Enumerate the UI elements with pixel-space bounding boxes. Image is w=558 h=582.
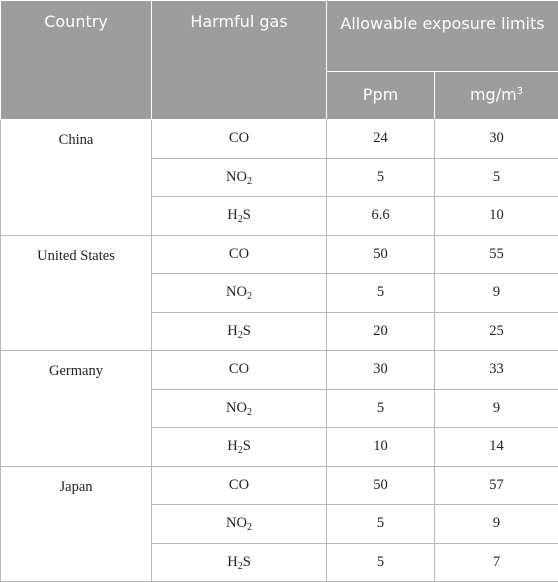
gas-formula-text: CO: [228, 130, 250, 147]
gas-cell: [152, 466, 327, 505]
mgm3-column-header: [435, 72, 558, 120]
gas-formula-subscript: 2: [237, 560, 243, 572]
country-cell: United States: [1, 235, 152, 351]
mgm3-value-cell: 14: [435, 428, 558, 467]
gas-cell: [152, 197, 327, 236]
gas-cell: [152, 505, 327, 544]
gas-formula-text: H: [227, 553, 238, 570]
gas-formula-text: NO: [226, 399, 247, 416]
ppm-value-cell: 50: [327, 235, 435, 274]
mgm3-value-cell: 33: [435, 351, 558, 390]
mgm3-value-cell: 55: [435, 235, 558, 274]
mgm3-value-cell: 9: [435, 274, 558, 313]
mgm3-value-cell: 9: [435, 505, 558, 544]
ppm-value-cell: 5: [327, 274, 435, 313]
gas-formula-subscript: 2: [237, 214, 243, 226]
gas-cell: [152, 351, 327, 390]
gas-formula-tail: S: [242, 553, 251, 570]
gas-formula-text: NO: [226, 284, 247, 301]
ppm-value-cell: 5: [327, 543, 435, 582]
table-header: [1, 1, 558, 120]
country-cell: Germany: [1, 351, 152, 467]
table-row: [1, 351, 558, 390]
ppm-value-cell: 6.6: [327, 197, 435, 236]
gas-cell: [152, 120, 327, 159]
gas-formula-subscript: 2: [237, 329, 243, 341]
gas-cell: [152, 274, 327, 313]
mgm3-value-cell: 57: [435, 466, 558, 505]
ppm-column-header: Ppm: [327, 72, 435, 120]
header-row: [1, 1, 558, 72]
gas-cell: [152, 158, 327, 197]
gas-cell: [152, 428, 327, 467]
table-row: [1, 235, 558, 274]
gas-formula-text: H: [227, 207, 238, 224]
gas-formula-text: H: [227, 322, 238, 339]
ppm-value-cell: 20: [327, 312, 435, 351]
gas-formula-text: CO: [228, 476, 250, 493]
mgm3-value-cell: 10: [435, 197, 558, 236]
table-body: [1, 120, 558, 582]
country-cell: China: [1, 120, 152, 236]
gas-formula-text: H: [227, 438, 238, 455]
country-column-header: Country: [1, 1, 152, 120]
gas-formula-subscript: 2: [246, 291, 252, 303]
allowable-exposure-limits-header: Allowable exposure limits: [327, 1, 558, 72]
mgm3-value-cell: 30: [435, 120, 558, 159]
gas-cell: [152, 543, 327, 582]
ppm-value-cell: 5: [327, 505, 435, 544]
gas-formula-text: NO: [226, 168, 247, 185]
country-cell: Japan: [1, 466, 152, 582]
mgm3-value-cell: 25: [435, 312, 558, 351]
gas-formula-tail: S: [242, 322, 251, 339]
table-row: [1, 120, 558, 159]
mgm3-value-cell: 7: [435, 543, 558, 582]
gas-formula-subscript: 2: [246, 522, 252, 534]
ppm-value-cell: 50: [327, 466, 435, 505]
harmful-gas-column-header: Harmful gas: [152, 1, 327, 120]
gas-cell: [152, 312, 327, 351]
ppm-value-cell: 10: [327, 428, 435, 467]
mgm3-value-cell: 5: [435, 158, 558, 197]
gas-formula-tail: S: [242, 438, 251, 455]
gas-formula-subscript: 2: [246, 406, 252, 418]
gas-formula-subscript: 2: [237, 445, 243, 457]
ppm-value-cell: 24: [327, 120, 435, 159]
gas-formula-text: NO: [226, 515, 247, 532]
gas-cell: [152, 235, 327, 274]
ppm-value-cell: 5: [327, 158, 435, 197]
mgm3-superscript: 3: [516, 86, 524, 97]
gas-formula-text: CO: [228, 245, 250, 262]
mgm3-value-cell: 9: [435, 389, 558, 428]
mgm3-base-text: mg/m: [469, 85, 517, 104]
gas-formula-tail: S: [242, 207, 251, 224]
ppm-value-cell: 5: [327, 389, 435, 428]
ppm-value-cell: 30: [327, 351, 435, 390]
gas-formula-text: CO: [228, 361, 250, 378]
gas-cell: [152, 389, 327, 428]
table-row: [1, 466, 558, 505]
gas-formula-subscript: 2: [246, 175, 252, 187]
